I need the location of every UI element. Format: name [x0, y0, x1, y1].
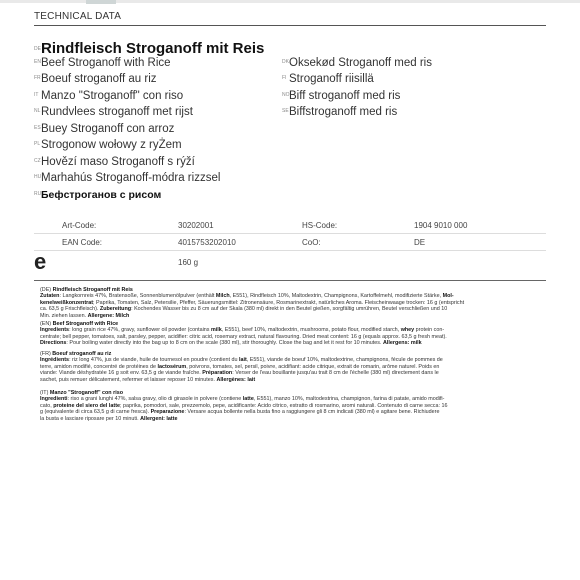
- product-name-text: Marhahús Stroganoff-módra rizzsel: [41, 172, 221, 184]
- allergens-text: Allergene: Milch: [87, 312, 130, 319]
- ean-value: 4015753202010: [178, 238, 236, 247]
- ingredients-text: g (equivalente di circa 63,5 g di carne fresca).: [40, 409, 151, 416]
- language-code: PL: [34, 141, 41, 147]
- ingredients-text: ca. 63,5 g Frischfleisch).: [40, 306, 100, 313]
- allergens-text: Allergènes: lait: [216, 376, 256, 383]
- ingredients-text: : riso a grani lunghi 47%, salsa gravy, olio di girasole in polvere (contiene: [67, 396, 243, 403]
- preparation-text: : Kochendes Wasser bis zu 8 cm auf der Skala (380 ml) direkt in den Beutel gießen, sorgfältig umrühren, Beutel verschließen und 10: [131, 306, 448, 313]
- product-name-text: Biffstroganoff med ris: [289, 106, 398, 118]
- preparation-label: Zubereitung: [99, 306, 132, 313]
- hs-code-label: HS-Code:: [302, 221, 338, 230]
- product-name-nl: [34, 106, 193, 120]
- ingredients-text: ; paprika, pomodori, sale, prezzemolo, pepe, acidificante: Acido citrico, estratto di rosmarino, aromi naturali. Contenuto di carne secca: 16: [120, 402, 448, 409]
- ingredients-text: cato,: [40, 402, 54, 409]
- language-code: IT: [34, 92, 39, 98]
- product-name-text: Oksekød Stroganoff med ris: [289, 57, 432, 69]
- meta-row-weight: [34, 251, 546, 273]
- language-code: EN: [34, 59, 41, 65]
- meta-divider: [34, 280, 546, 281]
- estimated-sign-icon: e: [34, 249, 47, 274]
- product-name-text: Rindfleisch Stroganoff mit Reis: [41, 40, 265, 57]
- product-name-fr: [34, 73, 157, 87]
- allergens-text: Allergeni: latte: [140, 415, 178, 422]
- allergen-text: lactosérum: [157, 363, 187, 370]
- top-bar-marker: [86, 0, 116, 4]
- preparation-text: : Pour boiling water directly into the bag up to 8 cm on the scale (380 ml), stir thoroughly. Close the bag and let it rest for 10 minutes.: [66, 340, 383, 347]
- art-code-label: Art-Code:: [62, 221, 97, 230]
- description-title: Beef Stroganoff with Rice: [52, 321, 119, 327]
- language-code: ES: [34, 125, 41, 131]
- language-code: FR: [34, 75, 41, 81]
- allergen-text: lait: [238, 357, 247, 364]
- meta-row-codes: [34, 217, 546, 234]
- product-name-no: [282, 90, 400, 104]
- product-names: [34, 40, 554, 205]
- description-fr: [40, 351, 550, 383]
- net-weight: 160 g: [178, 258, 199, 267]
- ingredients-text: , poivrons, tomates, sel, persil, poivre, acidifiant: acide citrique, extrait de romarin, arôme naturel. Poids en: [186, 363, 440, 370]
- product-name-fi: [282, 73, 374, 87]
- ingredients-label: Ingredients: [40, 327, 70, 334]
- language-code: DK: [282, 59, 289, 65]
- product-name-se: [282, 106, 397, 120]
- product-name-ru: [34, 189, 161, 203]
- allergen-text: proteine del siero del latte: [53, 402, 120, 409]
- allergens-text: Allergens: milk: [383, 340, 422, 347]
- preparation-text: : Verser de l'eau bouillante jusqu'au trait 8 cm de l'échelle (380 ml) directement dans le: [232, 370, 439, 377]
- product-name-text: Boeuf stroganoff au riz: [41, 73, 157, 85]
- product-name-text: Beef Stroganoff with Rice: [41, 57, 171, 69]
- ingredients-text: terre, amidon modifié, concentré de protéines de: [40, 363, 158, 370]
- language-code: (IT): [40, 390, 49, 396]
- preparation-label: Préparation: [202, 370, 233, 377]
- coo-label: CoO:: [302, 238, 321, 247]
- product-name-hu: [34, 172, 220, 186]
- language-code: (EN): [40, 321, 52, 327]
- description-it: [40, 390, 550, 422]
- language-code: (FR): [40, 351, 51, 357]
- ingredients-text: , E551), manzo 10%, maltodestrina, champignon, farina di patate, amido modifi-: [253, 396, 445, 403]
- ingredients-text: : long grain rice 47%, gravy, sunflower oil powder (contains: [69, 327, 211, 334]
- preparation-label: Directions: [40, 340, 67, 347]
- language-code: (DE): [40, 287, 52, 293]
- allergen-text: Mol-: [442, 293, 454, 300]
- section-divider: [34, 25, 546, 26]
- allergen-text: Milch: [215, 293, 230, 300]
- language-code: FI: [282, 75, 287, 81]
- preparation-label: Preparazione: [150, 409, 185, 416]
- language-code: DE: [34, 46, 41, 52]
- preparation-text: : Versare acqua bollente nella busta fino a raggiungere gli 8 cm indicati (380 ml) e agitare bene. Richiudere: [184, 409, 440, 416]
- product-name-text: Buey Stroganoff con arroz: [41, 123, 175, 135]
- product-name-text: Hovězí maso Stroganoff s rýží: [41, 156, 195, 168]
- ingredients-label: Ingredienti: [40, 396, 68, 403]
- product-meta-table: [34, 217, 546, 273]
- ingredients-text: , E551), viande de boeuf 10%, maltodextrine, champignons, fécule de pommes de: [246, 357, 443, 364]
- product-name-text: Manzo "Stroganoff" con riso: [41, 90, 184, 102]
- ingredients-text: ; Paprika, Tomaten, Salz, Petersilie, Pfeffer, Säuerungsmittel: Zitronensäure, Rosmarinextrakt, natürliches Aroma. Fleischeinwaage trocken: 16 g (entspricht: [93, 299, 465, 306]
- language-code: CZ: [34, 158, 41, 164]
- description-en: [40, 321, 550, 347]
- ingredients-text: , E551), beef 10%, maltodextrin, mushrooms, potato flour, modified starch,: [221, 327, 401, 334]
- section-title: TECHNICAL DATA: [34, 11, 122, 22]
- allergen-text: kenelweißkonzentrat: [40, 299, 94, 306]
- product-name-text: Бефстроганов с рисом: [41, 189, 162, 201]
- product-name-text: Strogonow wołowy z ryŻem: [41, 139, 182, 151]
- description-de: [40, 287, 550, 319]
- ingredients-text: centrate; bell pepper, tomatoes, salt, parsley, pepper, acidifier: citric acid, rosemary extract, natural flavouring. Dried meat content: 16 g (equals approx. 63,5 g fresh meat).: [40, 333, 447, 340]
- description-title: Rindfleisch Stroganoff mit Reis: [52, 287, 133, 293]
- ingredients-text: viande: Viande déshydratée 16 g soit env. 63,5 g de viande fraîche.: [40, 370, 203, 377]
- language-code: NO: [282, 92, 290, 98]
- product-name-pl: [34, 139, 182, 153]
- language-code: HU: [34, 174, 42, 180]
- art-code-value: 30202001: [178, 221, 214, 230]
- ingredients-text: protein con-: [414, 327, 445, 334]
- product-name-de: [34, 40, 265, 57]
- ingredients-text: : riz long 47%, jus de viande, huile de tournesol en poudre (contient du: [69, 357, 239, 364]
- product-name-it: [34, 90, 183, 104]
- preparation-text: Min. ziehen lassen.: [40, 312, 88, 319]
- product-name-cz: [34, 156, 195, 170]
- description-title: Boeuf stroganoff au riz: [52, 351, 112, 357]
- allergen-text: latte: [242, 396, 254, 403]
- product-name-text: Stroganoff riisillä: [289, 73, 374, 85]
- allergen-text: whey: [400, 327, 415, 334]
- language-code: RU: [34, 191, 42, 197]
- product-name-en: [34, 57, 171, 71]
- ingredients-label: Ingrédients: [40, 357, 70, 364]
- top-bar: [0, 0, 580, 6]
- product-name-dk: [282, 57, 432, 71]
- ingredients-label: Zutaten: [40, 293, 60, 300]
- preparation-text: la busta e lasciare riposare per 10 minuti.: [40, 415, 141, 422]
- product-name-text: Biff stroganoff med ris: [289, 90, 401, 102]
- meta-row-origin: [34, 234, 546, 251]
- description-title: Manzo "Stroganoff" con riso: [49, 390, 123, 396]
- product-name-text: Rundvlees stroganoff met rijst: [41, 106, 193, 118]
- language-code: SE: [282, 108, 289, 114]
- ean-label: EAN Code:: [62, 238, 103, 247]
- ingredients-text: , E551), Rindfleisch 10%, Maltodextrin, Champignons, Kartoffelmehl, modifizierte Stärke,: [229, 293, 443, 300]
- coo-value: DE: [414, 238, 426, 247]
- language-code: NL: [34, 108, 41, 114]
- preparation-text: sachet, puis remuer délicatement, refermer et laisser reposer 10 minutes.: [40, 376, 217, 383]
- allergen-text: milk: [211, 327, 222, 334]
- product-name-es: [34, 123, 174, 137]
- hs-code-value: 1904 9010 000: [414, 221, 468, 230]
- ingredients-text: : Langkornreis 47%, Bratensoße, Sonnenblumenölpulver (enthält: [59, 293, 216, 300]
